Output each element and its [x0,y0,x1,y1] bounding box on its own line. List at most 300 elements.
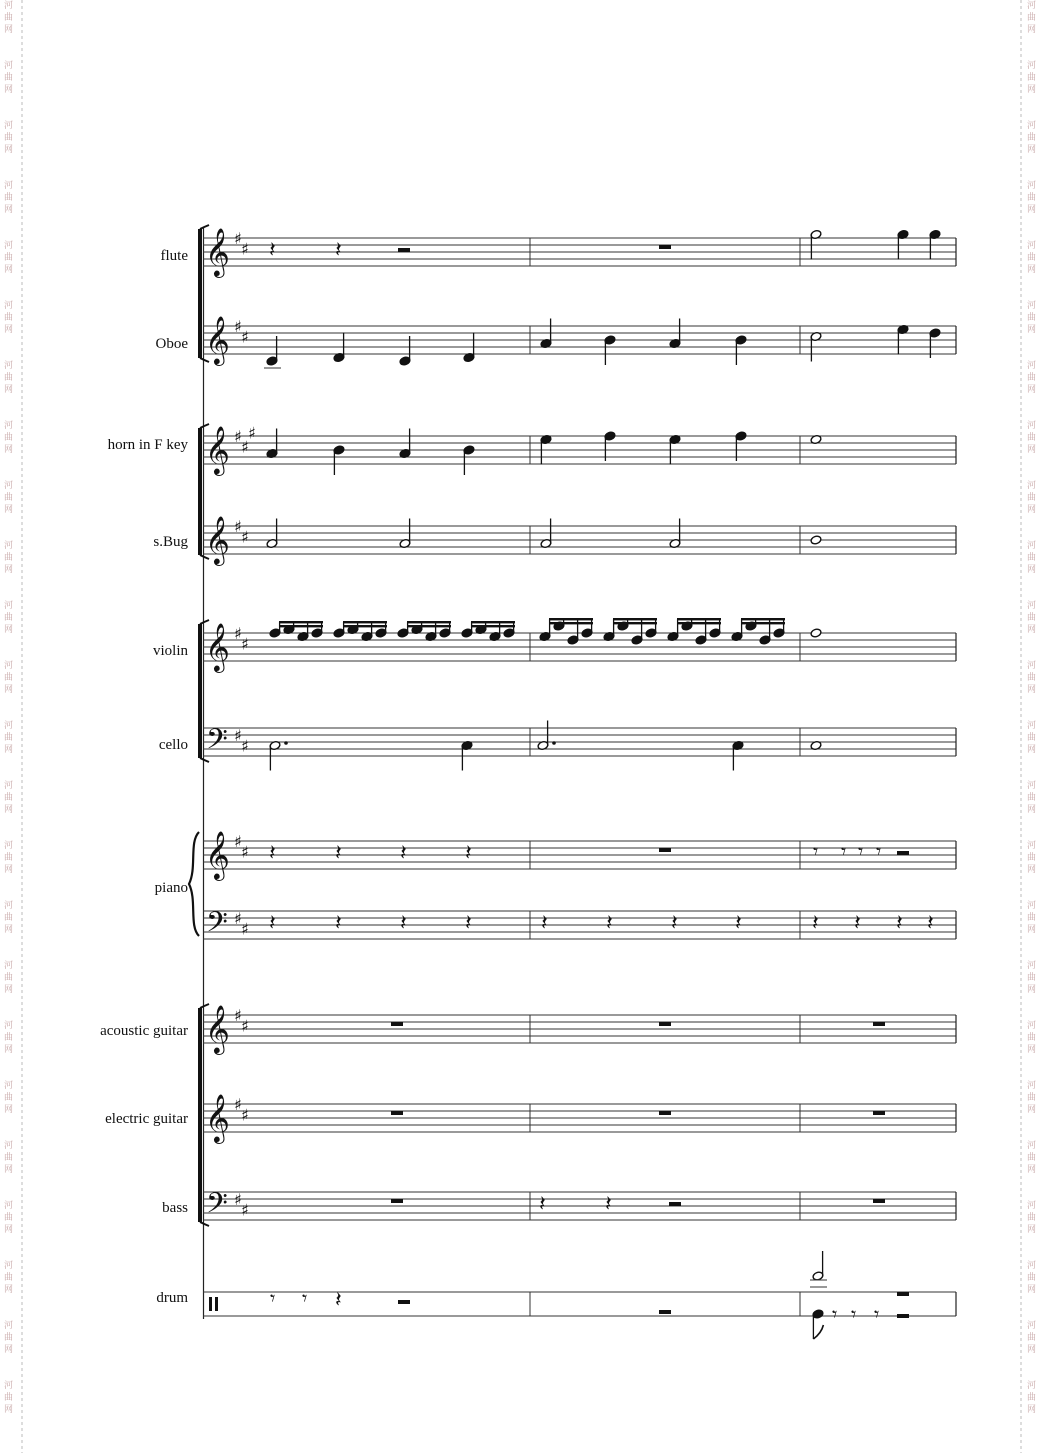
quarter-rest: 𝄽 [606,911,613,936]
watermark-glyph: 网 [4,85,14,95]
half-rest [897,1292,909,1296]
quarter-note [604,431,616,461]
staff-bass [203,1187,956,1227]
eighth-note [812,1309,824,1339]
eighth-rest: 𝄾 [270,1286,276,1310]
watermark-glyph: 网 [1027,1105,1037,1115]
watermark-glyph: 河 [1027,541,1037,551]
beam [613,622,657,624]
watermark-glyph: 网 [4,445,14,455]
watermark-glyph: 河 [1027,301,1037,311]
bass-clef-icon: 𝄢 [206,906,228,946]
sharp-icon: ♯ [234,517,242,536]
watermark-glyph: 网 [1027,805,1037,815]
watermark-glyph: 网 [1027,265,1037,275]
treble-clef-icon: 𝄞 [205,515,230,564]
note-head [810,535,822,545]
percussion-clef [209,1297,212,1311]
beam [279,625,323,627]
staff-piano-bass [203,906,956,946]
watermark-glyph: 网 [1027,1405,1037,1415]
label-electric-guitar: electric guitar [105,1111,188,1127]
beam [407,621,451,623]
watermark-glyph: 曲 [4,1033,14,1043]
quarter-rest: 𝄽 [269,911,276,936]
watermark-glyph: 河 [4,121,14,131]
watermark-glyph: 曲 [1027,1093,1037,1103]
half-note [810,1251,827,1287]
beam [343,625,387,627]
sixteenth-group [333,621,387,642]
half-note [399,519,411,549]
quarter-rest: 𝄽 [465,911,472,936]
quarter-rest: 𝄽 [335,911,342,936]
quarter-rest: 𝄽 [539,1192,546,1217]
half-note [266,519,278,549]
watermark-glyph: 网 [1027,625,1037,635]
sharp-icon: ♯ [241,736,249,756]
beam [549,622,593,624]
treble-clef-icon: 𝄞 [205,425,230,474]
watermark-right [1027,0,1036,1415]
quarter-rest: 𝄽 [896,911,903,936]
watermark-glyph: 河 [4,361,14,371]
half-rest [897,851,909,855]
watermark-glyph: 河 [1027,1261,1037,1271]
watermark-glyph: 曲 [4,433,14,443]
watermark-glyph: 网 [1027,145,1037,155]
watermark-glyph: 曲 [4,373,14,383]
quarter-rest: 𝄽 [605,1192,612,1217]
watermark-glyph: 网 [4,1285,14,1295]
sharp-icon: ♯ [234,1190,242,1209]
watermark-glyph: 河 [1027,1321,1037,1331]
label-oboe: Oboe [155,336,188,352]
sixteenth-group [667,618,721,645]
sharp-icon: ♯ [234,1006,242,1025]
eighth-rest: 𝄾 [841,839,847,863]
watermark-glyph: 曲 [4,1153,14,1163]
watermark-glyph: 曲 [1027,553,1037,563]
watermark-glyph: 曲 [4,553,14,563]
half-note [669,519,681,549]
watermark-glyph: 曲 [1027,913,1037,923]
whole-rest [659,1022,671,1026]
watermark-glyph: 曲 [1027,1393,1037,1403]
watermark-glyph: 河 [1027,481,1037,491]
half-note [810,229,822,259]
beam [471,625,515,627]
sharp-icon: ♯ [241,327,249,347]
watermark-glyph: 网 [1027,865,1037,875]
sharp-icon: ♯ [241,437,249,457]
beam [741,618,785,620]
watermark-glyph: 曲 [1027,493,1037,503]
watermark-glyph: 河 [1027,361,1037,371]
quarter-rest: 𝄽 [335,841,342,866]
eighth-rest: 𝄾 [832,1302,838,1326]
watermark-glyph: 河 [4,481,14,491]
watermark-glyph: 网 [1027,1285,1037,1295]
watermark-glyph: 曲 [1027,1153,1037,1163]
watermark-glyph: 曲 [4,1333,14,1343]
quarter-rest: 𝄽 [812,911,819,936]
watermark-glyph: 曲 [1027,853,1037,863]
label-sbug: s.Bug [153,534,188,550]
watermark-glyph: 网 [4,1165,14,1175]
eighth-rest: 𝄾 [874,1302,880,1326]
dot [284,741,288,745]
beam [613,618,657,620]
sharp-icon: ♯ [241,1105,249,1125]
sharp-icon: ♯ [241,1200,249,1220]
watermark-glyph: 网 [4,1045,14,1055]
staff-electric-guitar [203,1093,956,1144]
sharp-icon: ♯ [234,726,242,745]
watermark-glyph: 曲 [1027,973,1037,983]
sixteenth-group [269,621,323,642]
watermark-glyph: 网 [1027,505,1037,515]
treble-clef-icon: 𝄞 [205,830,230,879]
whole-rest [659,848,671,852]
sixteenth-group [397,621,451,642]
watermark-glyph: 曲 [1027,193,1037,203]
whole-note [810,535,822,545]
quarter-rest: 𝄽 [671,911,678,936]
watermark-glyph: 曲 [1027,1213,1037,1223]
watermark-glyph: 网 [4,385,14,395]
label-flute: flute [160,248,188,264]
whole-note [810,628,822,638]
eighth-rest: 𝄾 [876,839,882,863]
staff-cello [203,723,956,763]
sharp-icon: ♯ [241,1016,249,1036]
sharp-icon: ♯ [248,423,256,443]
watermark-glyph: 河 [4,901,14,911]
watermark-glyph: 曲 [4,1273,14,1283]
note-head [810,628,822,638]
quarter-note [732,740,744,770]
quarter-note [333,445,345,475]
sixteenth-group [603,618,657,645]
watermark-glyph: 河 [1027,601,1037,611]
watermark-glyph: 河 [4,721,14,731]
watermark-glyph: 曲 [1027,313,1037,323]
watermark-glyph: 河 [1027,841,1037,851]
sixteenth-group [731,618,785,645]
half-rest [398,248,410,252]
eighth-rest: 𝄾 [858,839,864,863]
watermark-glyph: 曲 [1027,73,1037,83]
watermark-glyph: 网 [4,145,14,155]
watermark-glyph: 河 [4,661,14,671]
watermark-glyph: 河 [4,241,14,251]
watermark-glyph: 曲 [4,133,14,143]
quarter-note [929,328,941,358]
watermark-glyph: 曲 [4,673,14,683]
watermark-glyph: 曲 [1027,13,1037,23]
quarter-note [333,333,345,363]
watermark-glyph: 河 [4,301,14,311]
watermark-glyph: 网 [1027,985,1037,995]
quarter-rest: 𝄽 [400,911,407,936]
watermark-glyph: 河 [4,1321,14,1331]
watermark-glyph: 曲 [4,193,14,203]
half-rest [897,1314,909,1318]
watermark-glyph: 曲 [4,913,14,923]
quarter-note [266,336,278,366]
whole-rest [391,1022,403,1026]
staff-oboe [203,315,956,366]
quarter-note [399,429,411,459]
watermark-glyph: 曲 [1027,1333,1037,1343]
watermark-glyph: 网 [1027,565,1037,575]
quarter-note [399,336,411,366]
beam [677,618,721,620]
quarter-rest: 𝄽 [854,911,861,936]
label-acoustic-guitar: acoustic guitar [100,1023,188,1039]
sharp-icon: ♯ [241,842,249,862]
watermark-glyph: 网 [4,805,14,815]
watermark-glyph: 网 [1027,1045,1037,1055]
watermark-glyph: 河 [4,841,14,851]
whole-rest [659,1111,671,1115]
watermark-glyph: 曲 [4,733,14,743]
sharp-icon: ♯ [234,832,242,851]
quarter-note [669,434,681,464]
quarter-note [669,319,681,349]
watermark-glyph: 曲 [4,253,14,263]
whole-rest [391,1199,403,1203]
watermark-glyph: 网 [1027,325,1037,335]
watermark-glyph: 网 [4,925,14,935]
quarter-note [929,229,941,259]
half-rest [669,1202,681,1206]
sixteenth-group [461,621,515,642]
watermark-glyph: 河 [1027,1201,1037,1211]
watermark-glyph: 曲 [1027,1273,1037,1283]
watermark-glyph: 曲 [1027,613,1037,623]
quarter-note [463,333,475,363]
half-rest [398,1300,410,1304]
beam [407,625,451,627]
percussion-clef [215,1297,218,1311]
beam [279,621,323,623]
watermark-glyph: 河 [4,181,14,191]
label-horn: horn in F key [107,437,188,453]
quarter-note [735,335,747,365]
watermark-glyph: 网 [4,1225,14,1235]
beam [343,621,387,623]
watermark-glyph: 网 [1027,385,1037,395]
bass-clef-icon: 𝄢 [206,723,228,763]
watermark-glyph: 网 [4,985,14,995]
quarter-note [897,229,909,259]
watermark-glyph: 网 [4,865,14,875]
quarter-rest: 𝄽 [735,911,742,936]
flag [813,1325,823,1339]
watermark-glyph: 河 [4,781,14,791]
whole-rest [391,1111,403,1115]
watermark-glyph: 曲 [1027,373,1037,383]
watermark-glyph: 河 [4,1081,14,1091]
treble-clef-icon: 𝄞 [205,1004,230,1053]
watermark-glyph: 曲 [4,1093,14,1103]
watermark-glyph: 网 [1027,1225,1037,1235]
watermark-glyph: 网 [1027,745,1037,755]
quarter-rest: 𝄽 [335,238,342,263]
watermark-glyph: 河 [4,1381,14,1391]
watermark-glyph: 河 [1027,961,1037,971]
watermark-glyph: 河 [1027,1021,1037,1031]
bass-clef-icon: 𝄢 [206,1187,228,1227]
dot [552,741,556,745]
watermark-glyph: 曲 [1027,673,1037,683]
quarter-rest: 𝄽 [335,1288,342,1313]
watermark-glyph: 河 [1027,1,1037,11]
watermark-glyph: 网 [4,685,14,695]
staff-acoustic-guitar [203,1004,956,1055]
treble-clef-icon: 𝄞 [205,622,230,671]
quarter-rest: 𝄽 [927,911,934,936]
half-note [269,740,288,770]
watermark-glyph: 河 [1027,721,1037,731]
watermark-glyph: 河 [1027,61,1037,71]
sharp-icon: ♯ [241,527,249,547]
watermark-glyph: 曲 [1027,793,1037,803]
watermark-glyph: 曲 [4,793,14,803]
quarter-note [540,319,552,349]
watermark-glyph: 曲 [4,613,14,623]
staves [203,227,956,1316]
watermark-glyph: 网 [4,1345,14,1355]
beam [471,621,515,623]
quarter-note [604,335,616,365]
eighth-rest: 𝄾 [851,1302,857,1326]
quarter-note [266,429,278,459]
quarter-note [897,324,909,354]
quarter-rest: 𝄽 [400,841,407,866]
watermark-glyph: 曲 [4,853,14,863]
quarter-rest: 𝄽 [541,911,548,936]
staff-horn-in-f-key [203,424,956,477]
watermark-glyph: 河 [4,1141,14,1151]
watermark-glyph: 网 [4,505,14,515]
watermark-glyph: 河 [1027,181,1037,191]
watermark-glyph: 网 [4,205,14,215]
watermark-glyph: 河 [4,961,14,971]
sixteenth-group [539,618,593,645]
quarter-rest: 𝄽 [465,841,472,866]
sharp-icon: ♯ [241,919,249,939]
watermark-glyph: 网 [1027,1165,1037,1175]
beam [549,618,593,620]
quarter-rest: 𝄽 [269,238,276,263]
watermark-glyph: 网 [4,625,14,635]
quarter-note [463,445,475,475]
watermark-glyph: 河 [1027,241,1037,251]
half-note [540,519,552,549]
treble-clef-icon: 𝄞 [205,315,230,364]
whole-rest [873,1022,885,1026]
half-rest [659,1310,671,1314]
sharp-icon: ♯ [241,239,249,259]
watermark-glyph: 曲 [4,1393,14,1403]
watermark-glyph: 曲 [4,13,14,23]
watermark-glyph: 曲 [4,313,14,323]
eighth-rest: 𝄾 [813,839,819,863]
label-violin: violin [152,643,188,659]
sharp-icon: ♯ [234,427,242,446]
watermark-glyph: 网 [4,565,14,575]
sharp-icon: ♯ [234,317,242,336]
watermark-glyph: 网 [1027,25,1037,35]
watermark-glyph: 网 [1027,685,1037,695]
watermark-glyph: 网 [1027,1345,1037,1355]
treble-clef-icon: 𝄞 [205,1093,230,1142]
quarter-note [540,434,552,464]
watermark-glyph: 网 [4,1405,14,1415]
watermark-glyph: 网 [4,1105,14,1115]
watermark-glyph: 河 [1027,1081,1037,1091]
beam [741,622,785,624]
watermark-glyph: 河 [1027,121,1037,131]
watermark-glyph: 网 [1027,85,1037,95]
half-note [537,721,556,751]
watermark-glyph: 河 [4,1201,14,1211]
watermark-glyph: 曲 [4,973,14,983]
watermark-glyph: 河 [1027,1141,1037,1151]
quarter-note [461,740,473,770]
sharp-icon: ♯ [234,909,242,928]
watermark-glyph: 曲 [4,1213,14,1223]
watermark-glyph: 河 [4,61,14,71]
label-bass: bass [162,1200,188,1216]
staff-drum [203,1292,956,1316]
label-drum: drum [156,1290,188,1306]
half-note [810,331,822,361]
whole-rest [659,245,671,249]
watermark-glyph: 河 [1027,901,1037,911]
watermark-glyph: 网 [1027,925,1037,935]
watermark-glyph: 网 [4,325,14,335]
sharp-icon: ♯ [234,1095,242,1114]
quarter-rest: 𝄽 [269,841,276,866]
watermark-glyph: 网 [4,745,14,755]
watermark-glyph: 河 [1027,421,1037,431]
label-piano: piano [154,880,188,896]
staff-s.bug [203,515,956,566]
watermark-glyph: 河 [1027,661,1037,671]
staff-flute [203,227,956,278]
quarter-note [735,431,747,461]
watermark-glyph: 曲 [1027,253,1037,263]
watermark-glyph: 曲 [4,73,14,83]
watermark-glyph: 网 [4,25,14,35]
watermark-glyph: 河 [1027,781,1037,791]
sharp-icon: ♯ [234,229,242,248]
whole-rest [873,1199,885,1203]
sharp-icon: ♯ [241,634,249,654]
watermark-glyph: 网 [1027,445,1037,455]
sharp-icon: ♯ [234,624,242,643]
watermark-glyph: 河 [4,541,14,551]
watermark-glyph: 河 [4,421,14,431]
watermark-glyph: 河 [4,601,14,611]
watermark-glyph: 河 [4,1261,14,1271]
notes [264,229,941,1339]
watermark-glyph: 曲 [1027,1033,1037,1043]
